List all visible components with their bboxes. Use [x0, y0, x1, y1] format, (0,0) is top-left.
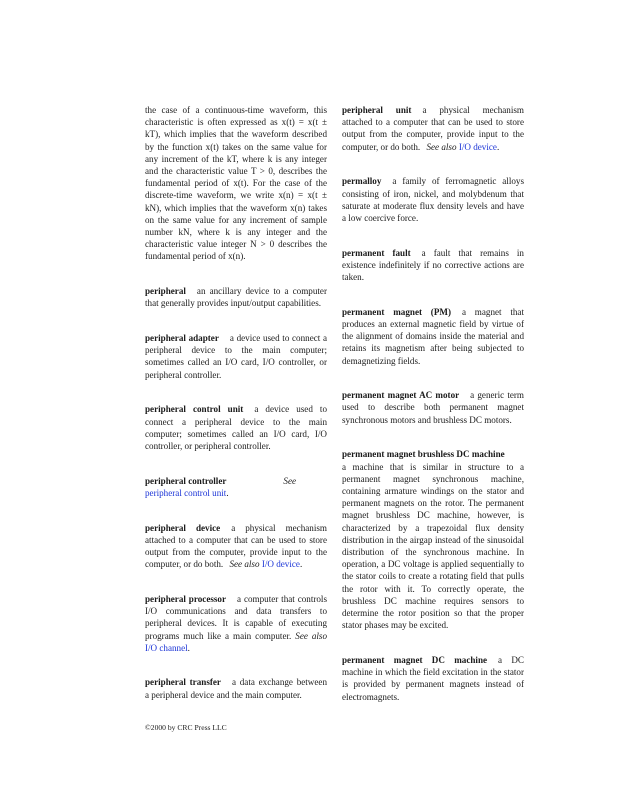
entry-term: peripheral unit — [342, 105, 412, 115]
entry-term: peripheral — [145, 286, 186, 297]
see-label: See also — [426, 141, 457, 152]
glossary-entry — [342, 306, 524, 367]
entry-term: peripheral processor — [145, 593, 227, 604]
cross-reference-link[interactable]: I/O device — [261, 559, 300, 570]
entry-punctuation: . — [187, 642, 190, 653]
glossary-entry — [342, 175, 524, 224]
glossary-entry — [145, 522, 327, 571]
entry-punctuation: . — [299, 559, 303, 570]
entry-definition: a fault that remains in existence indefinitely if no corrective actions are taken. — [342, 247, 524, 283]
entry-term: permalloy — [342, 176, 382, 187]
entry-punctuation: . — [496, 141, 500, 152]
entry-definition: a computer that controls I/O communications and data transfers to peripheral devices. It is capable of executing programs much like a main computer. — [145, 593, 327, 641]
right-column — [342, 104, 524, 725]
see-label: See also — [229, 559, 260, 570]
cross-reference-link[interactable]: I/O channel — [145, 642, 188, 653]
entry-term: permanent magnet (PM) — [342, 306, 451, 317]
glossary-entry — [342, 654, 524, 703]
glossary-entry — [342, 448, 524, 631]
glossary-entry — [342, 104, 524, 153]
entry-term: permanent magnet AC motor — [342, 390, 460, 401]
entry-punctuation: . — [226, 487, 229, 498]
copyright-footer: ©2000 by CRC Press LLC — [145, 723, 227, 732]
entry-definition: a device used to connect a peripheral device to the main computer; sometimes called an I/O card, I/O controller, or peripheral controller. — [145, 333, 327, 380]
entry-term: permanent magnet brushless DC machine — [342, 449, 505, 460]
entry-term: peripheral adapter — [145, 333, 219, 344]
entry-term: peripheral controller — [145, 475, 227, 486]
glossary-entry — [145, 285, 327, 309]
entry-definition: a magnet that produces an external magnetic field by virtue of the alignment of domains inside the material and retains its magnetism after being subjected to demagnetizing fields. — [342, 306, 524, 366]
see-label: See also — [295, 630, 327, 641]
see-label: See — [283, 475, 297, 486]
glossary-entry — [145, 475, 327, 499]
cross-reference-link[interactable]: peripheral control unit — [145, 487, 227, 498]
entry-definition: a generic term used to describe both permanent magnet synchronous motors and brushless DC motors. — [342, 390, 524, 425]
entry-definition: a device used to connect a peripheral device to the main computer; sometimes called an I/O card, I/O controller, or peripheral controller. — [145, 404, 328, 451]
glossary-entry — [145, 403, 327, 452]
continuation-text: the case of a continuous-time waveform, this characteristic is often expressed as x(t) = x(t ± kT), which implies that the waveform described by the function x(t) takes on the same value for any increment of the kT, where k is any integer and the characteristic value T > 0, describes the fundamental period of x(t). For the case of the discrete-time waveform, we write x(n) = x(t ± kN), which implies that the waveform x(n) takes on the same value for any increment of sample number kN, where k is any integer and the characteristic value integer N > 0 describes the fundamental period of x(n). — [145, 105, 327, 262]
entry-definition: a physical mechanism attached to a computer that can be used to store output from the computer, provide input to the computer, or do both. — [145, 522, 327, 570]
entry-definition: a family of ferromagnetic alloys consisting of iron, nickel, and molybdenum that saturate at moderate flux density levels and have a low coercive force. — [342, 176, 524, 223]
entry-term: permanent magnet DC machine — [342, 654, 488, 665]
entry-term: peripheral device — [145, 522, 221, 533]
glossary-entry — [342, 247, 524, 284]
entry-definition: a data exchange between a peripheral device and the main computer. — [145, 677, 327, 700]
entry-term: permanent fault — [342, 247, 411, 258]
entry-definition: a machine that is similar in structure to a permanent magnet synchronous machine, containing armature windings on the stator and permanent magnets on the rotor. The permanent magnet brushless DC machine, however, is characterized by a trapezoidal flux density distribution in the airgap instead of the sinusoidal distribution of the synchronous machine. In operation, a DC voltage is applied sequentially to the stator coils to create a rotating field that pulls the rotor with it. To correctly operate, the brushless DC machine requires sensors to determine the rotor position so that the proper stator phases may be excited. — [342, 461, 524, 631]
continuation-paragraph — [145, 104, 327, 263]
entry-term: peripheral transfer — [145, 677, 221, 688]
entry-definition: a physical mechanism attached to a computer that can be used to store output from the computer, provide input to the computer, or do both. — [342, 105, 524, 152]
entry-term: peripheral control unit — [145, 404, 244, 415]
entry-definition: an ancillary device to a computer that generally provides input/output capabilities. — [145, 286, 327, 309]
glossary-entry — [342, 389, 524, 426]
glossary-entry — [145, 593, 327, 654]
entry-definition: a DC machine in which the field excitation in the stator is provided by permanent magnets instead of electromagnets. — [342, 654, 524, 702]
glossary-entry — [145, 676, 327, 700]
glossary-entry — [145, 332, 327, 381]
cross-reference-link[interactable]: I/O device — [458, 141, 497, 152]
left-column — [145, 104, 327, 723]
